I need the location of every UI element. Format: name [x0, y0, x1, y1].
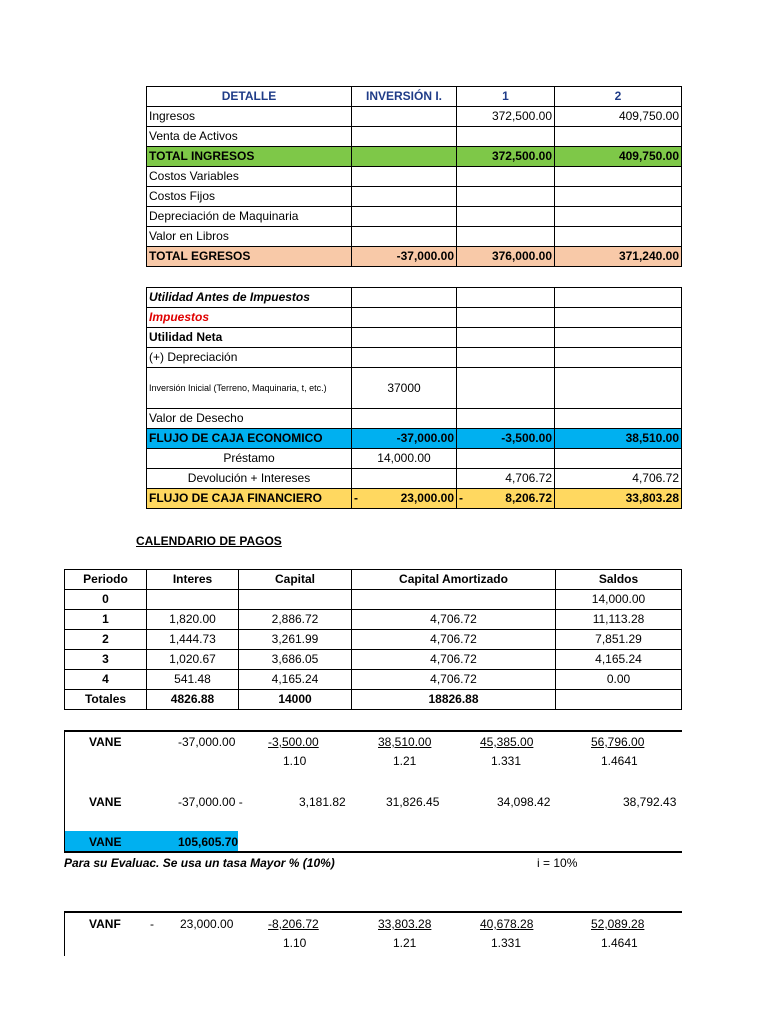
table-row [147, 288, 682, 308]
cell [555, 167, 682, 187]
cell [352, 409, 457, 429]
cell [352, 227, 457, 247]
cell: 18826.88 [352, 690, 556, 710]
table-row [147, 127, 682, 147]
row-label: TOTAL EGRESOS [147, 247, 352, 267]
table-row [147, 469, 682, 489]
vanf-value: -8,206.72 [268, 917, 319, 931]
table-row [147, 308, 682, 328]
table-row [147, 207, 682, 227]
cell: 3 [65, 650, 147, 670]
cell: 4,706.72 [352, 670, 556, 690]
cell: 0.00 [556, 670, 682, 690]
vane-value: 38,792.43 [623, 795, 677, 809]
cell: 4,706.72 [457, 469, 555, 489]
cell [352, 308, 457, 328]
table-row [147, 107, 682, 127]
cell [457, 288, 555, 308]
divider [64, 911, 682, 913]
cell: 11,113.28 [556, 610, 682, 630]
col-capital-amortizado: Capital Amortizado [352, 570, 556, 590]
col-detalle: DETALLE [147, 87, 352, 107]
cell [555, 368, 682, 409]
cell [555, 308, 682, 328]
cell: 376,000.00 [457, 247, 555, 267]
row-label: Utilidad Antes de Impuestos [147, 288, 352, 308]
cell [556, 690, 682, 710]
cell [555, 127, 682, 147]
table-row [65, 650, 682, 670]
vane-value: -37,000.00 [178, 735, 236, 749]
cell [457, 489, 555, 509]
cell: 14,000.00 [556, 590, 682, 610]
cell [457, 409, 555, 429]
table-row [147, 348, 682, 368]
cell [352, 288, 457, 308]
discount-factor: 1.4641 [601, 936, 638, 950]
discount-factor: 1.10 [283, 936, 307, 950]
cell: 372,500.00 [457, 147, 555, 167]
vanf-value: 23,000.00 [180, 917, 234, 931]
cell [352, 348, 457, 368]
cell: 371,240.00 [555, 247, 682, 267]
calendar-table [64, 569, 682, 710]
calendar-title: CALENDARIO DE PAGOS [136, 534, 282, 548]
flujo-financiero-row [147, 489, 682, 509]
cell: 4 [65, 670, 147, 690]
row-label: Costos Fijos [147, 187, 352, 207]
row-label: Impuestos [147, 308, 352, 328]
cell: 4,706.72 [555, 469, 682, 489]
sign: - [354, 491, 358, 505]
totals-row [65, 690, 682, 710]
cell [352, 489, 457, 509]
cell: -3,500.00 [457, 429, 555, 449]
cell: 1,020.67 [147, 650, 239, 670]
divider [64, 851, 682, 853]
cell [555, 328, 682, 348]
cell [352, 207, 457, 227]
cell: -37,000.00 [352, 247, 457, 267]
row-label: Devolución + Intereses [147, 469, 352, 489]
total-ingresos-row [147, 147, 682, 167]
cell: 33,803.28 [555, 489, 682, 509]
table-row [65, 590, 682, 610]
cell: 1,444.73 [147, 630, 239, 650]
total-egresos-row [147, 247, 682, 267]
cell: 3,686.05 [239, 650, 352, 670]
row-label: TOTAL INGRESOS [147, 147, 352, 167]
cell [352, 187, 457, 207]
cell [457, 368, 555, 409]
table-row [147, 167, 682, 187]
cell: 4,706.72 [352, 650, 556, 670]
sign: - [150, 917, 154, 931]
row-label: Valor de Desecho [147, 409, 352, 429]
cell [555, 288, 682, 308]
vane-label: VANE [89, 835, 122, 849]
col-saldos: Saldos [556, 570, 682, 590]
row-label: Utilidad Neta [147, 328, 352, 348]
cell [457, 187, 555, 207]
cell: 372,500.00 [457, 107, 555, 127]
row-label: Costos Variables [147, 167, 352, 187]
row-label: FLUJO DE CAJA FINANCIERO [147, 489, 352, 509]
row-label: Inversión Inicial (Terreno, Maquinaria, t, etc.) [147, 368, 352, 409]
cell [555, 449, 682, 469]
cell: 14,000.00 [352, 449, 457, 469]
row-label: Préstamo [147, 449, 352, 469]
cell: 4,706.72 [352, 630, 556, 650]
col-interes: Interes [147, 570, 239, 590]
cell [457, 348, 555, 368]
col-periodo: Periodo [65, 570, 147, 590]
row-label: Depreciación de Maquinaria [147, 207, 352, 227]
table-row [147, 409, 682, 429]
cell [457, 449, 555, 469]
cell: 409,750.00 [555, 107, 682, 127]
cell: 4,165.24 [556, 650, 682, 670]
discount-factor: 1.331 [491, 754, 522, 768]
cell: 4,706.72 [352, 610, 556, 630]
cell [352, 590, 556, 610]
cell: 1 [65, 610, 147, 630]
cell: 4,165.24 [239, 670, 352, 690]
sign: - [459, 491, 463, 505]
cell [457, 127, 555, 147]
cell: 3,261.99 [239, 630, 352, 650]
discount-factor: 1.10 [283, 754, 307, 768]
cell: Totales [65, 690, 147, 710]
cell [352, 469, 457, 489]
table-header [65, 570, 682, 590]
discount-factor: 1.21 [393, 936, 417, 950]
value: 23,000.00 [400, 491, 454, 505]
vane-label: VANE [89, 795, 122, 809]
vanf-value: 33,803.28 [378, 917, 432, 931]
cell [555, 187, 682, 207]
vane-value: 3,181.82 [299, 795, 346, 809]
cell [147, 590, 239, 610]
vane-value: 45,385.00 [480, 735, 534, 749]
cell: 14000 [239, 690, 352, 710]
evaluation-note: Para su Evaluac. Se usa un tasa Mayor % (10%) [64, 856, 335, 870]
divider [64, 730, 682, 732]
col-year-1: 1 [457, 87, 555, 107]
cell [352, 167, 457, 187]
cell [555, 207, 682, 227]
cell: 409,750.00 [555, 147, 682, 167]
cell [457, 227, 555, 247]
cell [457, 207, 555, 227]
row-label: Valor en Libros [147, 227, 352, 247]
table-header [147, 87, 682, 107]
vanf-value: 52,089.28 [591, 917, 645, 931]
cell [457, 328, 555, 348]
cell: 0 [65, 590, 147, 610]
table-row [147, 187, 682, 207]
col-capital: Capital [239, 570, 352, 590]
cell: 2 [65, 630, 147, 650]
table-row [147, 328, 682, 348]
col-year-2: 2 [555, 87, 682, 107]
cell [555, 227, 682, 247]
flujo-economico-row [147, 429, 682, 449]
vane-value: -37,000.00 - [178, 795, 243, 809]
cell: 4826.88 [147, 690, 239, 710]
vane-value: -3,500.00 [268, 735, 319, 749]
row-label: Ingresos [147, 107, 352, 127]
cell [352, 107, 457, 127]
cell: 2,886.72 [239, 610, 352, 630]
table-row [147, 368, 682, 409]
cell: 1,820.00 [147, 610, 239, 630]
discount-factor: 1.4641 [601, 754, 638, 768]
vanf-label: VANF [89, 917, 121, 931]
vane-value: 56,796.00 [591, 735, 645, 749]
table-row [65, 610, 682, 630]
table-row [147, 227, 682, 247]
cell [352, 328, 457, 348]
cell [239, 590, 352, 610]
table-row [147, 449, 682, 469]
cell [555, 409, 682, 429]
cell [352, 127, 457, 147]
row-label: Venta de Activos [147, 127, 352, 147]
table-row [65, 670, 682, 690]
table-row [65, 630, 682, 650]
vane-label: VANE [89, 735, 122, 749]
cell [352, 147, 457, 167]
interest-rate: i = 10% [537, 856, 578, 870]
cell [457, 167, 555, 187]
divider [64, 911, 65, 956]
income-expense-table [146, 86, 682, 267]
vanf-value: 40,678.28 [480, 917, 534, 931]
cell [457, 308, 555, 328]
discount-factor: 1.331 [491, 936, 522, 950]
value: 8,206.72 [505, 491, 552, 505]
row-label: (+) Depreciación [147, 348, 352, 368]
vane-value: 34,098.42 [497, 795, 551, 809]
row-label: FLUJO DE CAJA ECONOMICO [147, 429, 352, 449]
cell [555, 348, 682, 368]
discount-factor: 1.21 [393, 754, 417, 768]
cell: 38,510.00 [555, 429, 682, 449]
vane-value: 38,510.00 [378, 735, 432, 749]
cell: 37000 [352, 368, 457, 409]
cell: -37,000.00 [352, 429, 457, 449]
cell: 541.48 [147, 670, 239, 690]
cash-flow-table [146, 287, 682, 509]
cell: 7,851.29 [556, 630, 682, 650]
col-inversion: INVERSIÓN I. [352, 87, 457, 107]
vane-value: 31,826.45 [386, 795, 440, 809]
vane-total: 105,605.70 [178, 835, 239, 849]
